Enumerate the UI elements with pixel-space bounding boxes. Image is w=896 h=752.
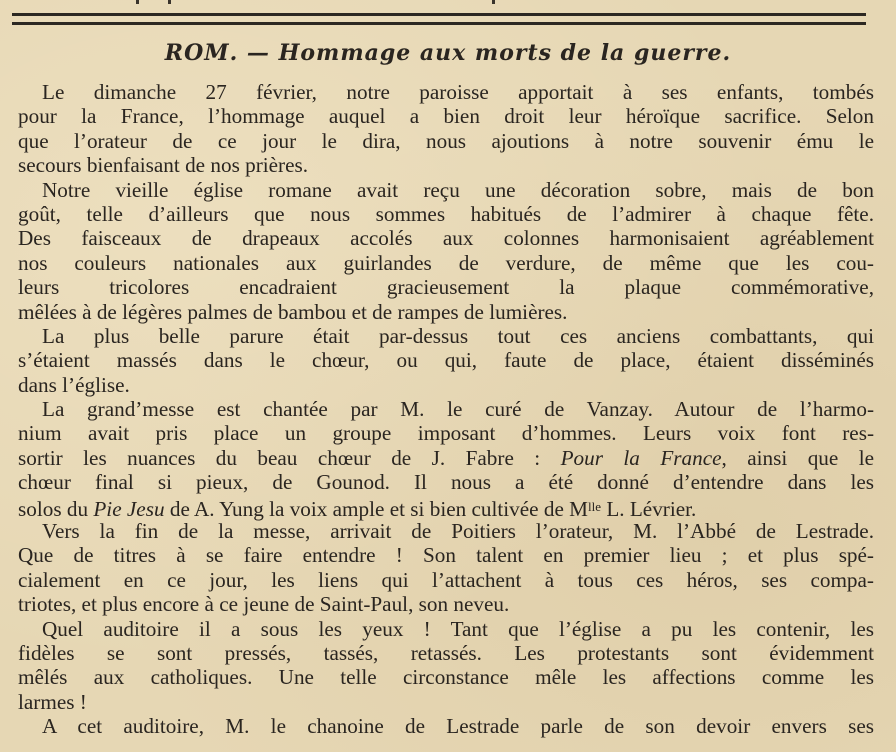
previous-article-fragment bbox=[0, 0, 896, 8]
text-run: de A. Yung la voix ample et si bien cultivée de M bbox=[164, 496, 589, 521]
text-line: La grand’messe est chantée par M. le curé de Vanzay. Autour de l’harmo- bbox=[42, 397, 874, 422]
text-line: Notre vieille église romane avait reçu une décoration sobre, mais de bon bbox=[42, 177, 874, 202]
work-title-pie-jesu: Pie Jesu bbox=[93, 496, 165, 521]
paragraph-6 bbox=[18, 617, 874, 715]
paragraph-3 bbox=[18, 324, 874, 397]
paragraph-5 bbox=[18, 519, 874, 617]
glyph-fragment bbox=[136, 0, 139, 4]
text-run: L. Lévrier. bbox=[601, 496, 697, 521]
text-line: pour la France, l’hommage auquel a bien droit leur héroïque sacrifice. Selon bbox=[18, 104, 874, 129]
text-line: fidèles se sont pressés, tassés, retassés. Les protestants sont évidemment bbox=[18, 640, 874, 665]
text-line: cialement en ce jour, les liens qui l’attachent à tous ces héros, ses compa- bbox=[18, 567, 874, 592]
text-line: dans l’église. bbox=[18, 372, 130, 397]
paragraph-2 bbox=[18, 178, 874, 324]
article-body bbox=[18, 80, 874, 739]
text-line: que l’orateur de ce jour le dira, nous ajoutions à notre souvenir ému le bbox=[18, 128, 874, 153]
text-line: Le dimanche 27 février, notre paroisse apportait à ses enfants, tombés bbox=[42, 80, 874, 104]
text-line: La plus belle parure était par-dessus tout ces anciens combattants, qui bbox=[42, 323, 874, 348]
text-line: s’étaient massés dans le chœur, ou qui, faute de place, étaient disséminés bbox=[18, 348, 874, 373]
text-line: triotes, et plus encore à ce jeune de Saint-Paul, son neveu. bbox=[18, 592, 510, 617]
article-title: ROM. — Hommage aux morts de la guerre. bbox=[164, 40, 732, 66]
text-line: Vers la fin de la messe, arrivait de Poitiers l’orateur, M. l’Abbé de Lestrade. bbox=[42, 519, 874, 544]
text-line: A cet auditoire, M. le chanoine de Lestrade parle de son devoir envers ses bbox=[42, 714, 874, 739]
work-title-pour-la-france: Pour la France bbox=[560, 445, 722, 470]
text-line: goût, telle d’ailleurs que nous sommes habitués de l’admirer à chaque fête. bbox=[18, 201, 874, 226]
title-superscript: lle bbox=[588, 498, 602, 514]
double-rule-bottom bbox=[12, 22, 866, 25]
text-line: mêlées à de légères palmes de bambou et de rampes de lumières. bbox=[18, 299, 568, 324]
text-line: leurs tricolores encadraient gracieusement la plaque commémorative, bbox=[18, 275, 874, 300]
text-line: nium avait pris place un groupe imposant d’hommes. Leurs voix font res- bbox=[18, 421, 874, 446]
glyph-fragment bbox=[168, 0, 171, 4]
text-line bbox=[18, 495, 874, 519]
text-line: Des faisceaux de drapeaux accolés aux colonnes harmonisaient agréablement bbox=[18, 226, 874, 251]
text-run: solos du bbox=[18, 496, 94, 521]
paragraph-4 bbox=[18, 397, 874, 519]
paragraph-7 bbox=[18, 714, 874, 738]
text-line: chœur final si pieux, de Gounod. Il nous a été donné d’entendre dans les bbox=[18, 470, 874, 495]
text-line: mêlés aux catholiques. Une telle circonstance mêle les affections comme les bbox=[18, 665, 874, 690]
text-run: , ainsi que le bbox=[721, 445, 875, 470]
text-line bbox=[18, 446, 874, 470]
text-line: Quel auditoire il a sous les yeux ! Tant que l’église a pu les contenir, les bbox=[42, 616, 874, 641]
text-line: secours bienfaisant de nos prières. bbox=[18, 153, 309, 178]
text-line: Que de titres à se faire entendre ! Son talent en premier lieu ; et plus spé- bbox=[18, 543, 874, 568]
text-line: nos couleurs nationales aux guirlandes de verdure, de même que les cou- bbox=[18, 250, 874, 275]
text-line: larmes ! bbox=[18, 689, 87, 714]
double-rule-top bbox=[12, 13, 866, 16]
paragraph-1 bbox=[18, 80, 874, 178]
text-run: sortir les nuances du beau chœur de J. Fabre : bbox=[18, 445, 561, 470]
glyph-fragment bbox=[492, 0, 495, 4]
